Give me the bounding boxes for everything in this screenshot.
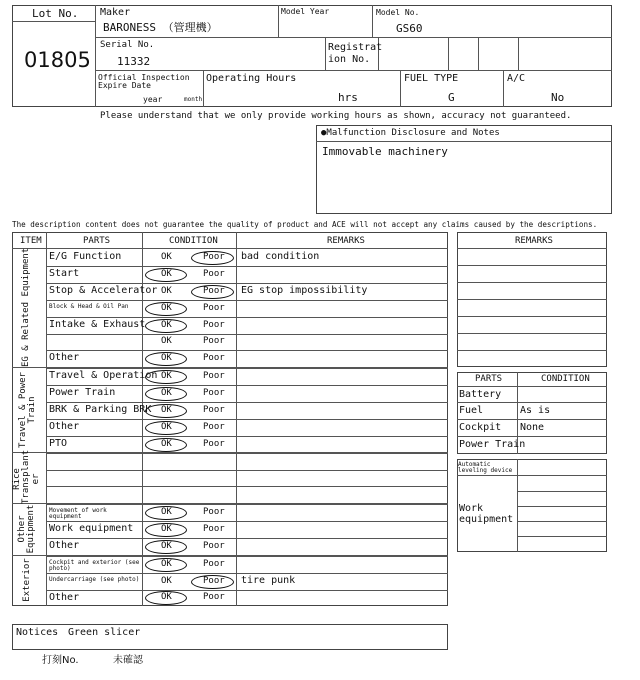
poor-label: Poor	[203, 370, 225, 381]
parts-cockpit: Cockpit	[459, 422, 502, 433]
row-part: PTO	[49, 438, 68, 449]
row-part: Stop & Accelerator	[49, 285, 158, 296]
ok-circle	[145, 302, 187, 316]
ok-circle	[145, 540, 187, 554]
ok-label: OK	[161, 387, 172, 398]
row-part: Block & Head & Oil Pan	[49, 303, 129, 310]
poor-label: Poor	[203, 353, 225, 363]
hours-notice: Please understand that we only provide working hours as shown, accuracy not guaranteed.	[100, 111, 572, 121]
ok-circle	[145, 387, 187, 401]
ok-label: OK	[161, 506, 172, 517]
ok-label: OK	[161, 575, 172, 586]
ok-label: OK	[161, 404, 172, 415]
registration-label	[328, 42, 383, 65]
poor-label: Poor	[203, 575, 225, 586]
notices-value: Green slicer	[68, 627, 141, 638]
ok-label: OK	[161, 353, 172, 363]
poor-label: Poor	[203, 592, 225, 602]
fuel-label: FUEL TYPE	[404, 73, 459, 84]
ok-label: OK	[161, 592, 172, 602]
ok-label: OK	[161, 336, 172, 346]
ok-circle	[145, 370, 187, 384]
poor-circle	[191, 251, 234, 265]
group-eg: EG & Related Equipment	[21, 247, 31, 367]
poor-label: Poor	[203, 268, 225, 279]
ok-label: OK	[161, 421, 172, 432]
header-remarks: REMARKS	[327, 236, 365, 246]
header-block	[12, 5, 612, 107]
group-other	[18, 504, 40, 554]
group-travel-line-1: Travel & Power	[18, 372, 28, 448]
row-part: Other	[49, 540, 80, 551]
auto-leveling-text: Automatic leveling device	[458, 461, 513, 474]
poor-circle	[191, 575, 234, 589]
header-item: ITEM	[20, 236, 42, 246]
group-rice-line-1: Rice	[12, 468, 22, 490]
poor-label: Poor	[203, 251, 225, 262]
parts-fuel-condition: As is	[520, 405, 551, 416]
poor-label: Poor	[203, 336, 225, 346]
maker-value: BARONESS （管理機）	[103, 21, 218, 34]
auto-leveling-label	[458, 462, 516, 474]
ok-label: OK	[161, 541, 172, 551]
row-part: Power Train	[49, 387, 116, 398]
work-equipment-text: Work equipment	[459, 503, 514, 525]
ok-circle	[145, 352, 187, 366]
ok-label: OK	[161, 558, 172, 569]
poor-label: Poor	[203, 541, 225, 551]
model-no-value: GS60	[396, 22, 423, 35]
ok-label: OK	[161, 285, 172, 296]
group-travel-line-2: Train	[27, 396, 38, 424]
poor-label: Poor	[203, 421, 225, 432]
malfunction-box	[316, 125, 612, 214]
ok-circle	[145, 558, 187, 572]
ac-label: A/C	[507, 73, 526, 84]
parts-battery: Battery	[459, 389, 502, 400]
malfunction-title: ●Malfunction Disclosure and Notes	[321, 128, 500, 138]
poor-circle	[191, 285, 234, 299]
maker-label: Maker	[100, 7, 131, 18]
ok-circle	[145, 506, 187, 520]
ok-circle	[145, 523, 187, 537]
ok-circle	[145, 319, 187, 333]
ok-circle	[145, 591, 187, 605]
poor-label: Poor	[203, 506, 225, 517]
group-rice	[12, 449, 45, 504]
poor-label: Poor	[203, 404, 225, 415]
group-exterior: Exterior	[22, 558, 32, 602]
ok-label: OK	[161, 523, 172, 534]
stamp-value: 未確認	[113, 655, 143, 666]
row-part: Intake & Exhaust	[49, 319, 146, 330]
row-part: BRK & Parking BRK	[49, 404, 152, 415]
row-part: Other	[49, 421, 80, 432]
model-year-label: Model Year	[281, 7, 330, 16]
poor-label: Poor	[203, 302, 225, 313]
row-part: Travel & Operation	[49, 370, 158, 381]
group-travel	[19, 368, 41, 452]
model-no-label: Model No.	[376, 8, 420, 17]
disclaimer: The description content does not guarantee the quality of product and ACE will not accept any claims caused by the descriptions.	[12, 220, 598, 229]
ok-circle	[145, 268, 187, 282]
row-part: Work equipment	[49, 523, 134, 534]
group-rice-line-2: Transplant	[21, 449, 32, 504]
header-condition: CONDITION	[169, 236, 218, 246]
inspection-label-2: Expire Date	[98, 81, 151, 90]
ok-label: OK	[161, 438, 172, 449]
row-remark: EG stop impossibility	[241, 285, 368, 296]
inspection-label-1: Official Inspection	[98, 73, 190, 82]
ok-label: OK	[161, 319, 172, 330]
row-part: Other	[49, 592, 80, 603]
hours-unit: hrs	[338, 91, 358, 104]
row-remark: bad condition	[241, 251, 320, 262]
poor-label: Poor	[203, 558, 225, 569]
parts-fuel: Fuel	[459, 405, 484, 416]
poor-label: Poor	[203, 523, 225, 534]
lot-label: Lot No.	[32, 7, 79, 20]
stamp-label: 打刻No.	[42, 655, 79, 666]
poor-label: Poor	[203, 438, 225, 449]
month-label: month	[184, 96, 203, 103]
row-part: E/G Function	[49, 251, 122, 262]
ac-value: No	[551, 91, 565, 104]
parts-power-train: Power Train	[459, 439, 526, 450]
ok-label: OK	[161, 251, 172, 262]
serial-label: Serial No.	[100, 40, 155, 50]
parts-header: PARTS	[475, 374, 503, 384]
group-rice-line-3: er	[30, 473, 41, 485]
row-part: Undercarriage (see photo)	[49, 576, 140, 583]
poor-label: Poor	[203, 387, 225, 398]
ok-circle	[145, 421, 187, 435]
right-remarks-header: REMARKS	[515, 236, 553, 246]
work-equipment-label	[459, 503, 517, 525]
ok-circle	[145, 404, 187, 418]
row-part: Cockpit and exterior (see photo)	[49, 559, 140, 573]
group-other-line-2: Equipment	[26, 504, 37, 554]
row-part: Start	[49, 268, 80, 279]
registration-label-text: Registrat ion No.	[328, 42, 383, 65]
ok-circle	[145, 438, 187, 452]
parts-cockpit-condition: None	[520, 422, 545, 433]
serial-value: 11332	[117, 55, 151, 68]
condition-header: CONDITION	[541, 374, 590, 384]
poor-label: Poor	[203, 285, 225, 296]
poor-label: Poor	[203, 319, 225, 330]
ok-label: OK	[161, 370, 172, 381]
hours-label: Operating Hours	[206, 73, 297, 84]
notices-label: Notices	[16, 627, 59, 638]
row-remark: tire punk	[241, 575, 296, 586]
row-part: Other	[49, 352, 80, 363]
fuel-value: G	[448, 91, 455, 104]
header-parts: PARTS	[83, 236, 111, 246]
ok-label: OK	[161, 268, 172, 279]
group-other-line-1: Other	[17, 515, 27, 543]
malfunction-text: Immovable machinery	[322, 145, 448, 158]
ok-label: OK	[161, 302, 172, 313]
row-part: Movement of work equipment	[49, 507, 107, 521]
lot-number: 01805	[24, 48, 91, 72]
year-label: year	[143, 95, 163, 104]
